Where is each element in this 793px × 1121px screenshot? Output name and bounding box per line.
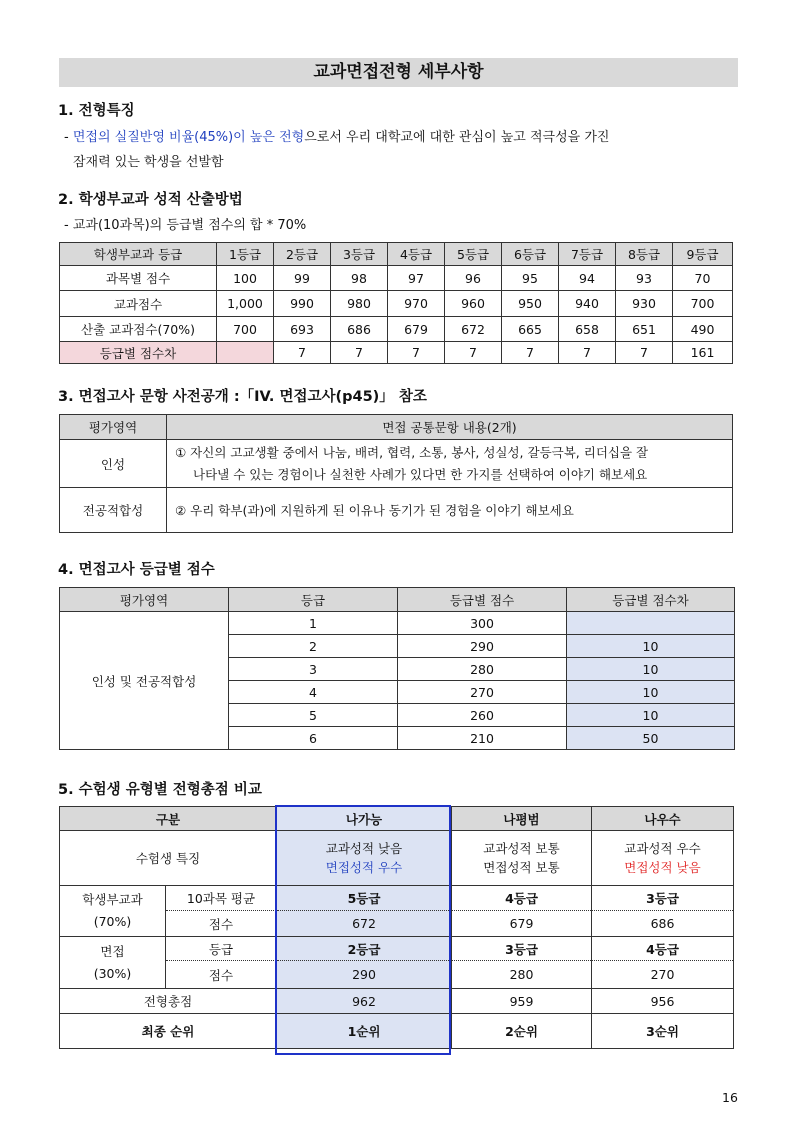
table-cell: 959 bbox=[452, 989, 592, 1014]
table-cell: 950 bbox=[502, 291, 559, 317]
table-cell bbox=[567, 612, 735, 635]
table-cell: 2등급 bbox=[277, 937, 452, 961]
header-cell: 1등급 bbox=[217, 243, 274, 266]
section-3-heading: 3. 면접고사 문항 사전공개 :「IV. 면접고사(p45)」 참조 bbox=[58, 389, 427, 405]
sub-label: 10과목 평균 bbox=[166, 886, 277, 911]
table-row bbox=[60, 488, 733, 533]
table-cell: 672 bbox=[445, 317, 502, 342]
row-label: 산출 교과점수(70%) bbox=[60, 317, 217, 342]
label-line: 면접 bbox=[100, 943, 125, 959]
table-cell: 1 bbox=[229, 612, 398, 635]
section-1-line-2: 잠재력 있는 학생을 선발함 bbox=[73, 155, 224, 170]
table-row bbox=[60, 937, 734, 961]
table-cell: 3순위 bbox=[592, 1014, 734, 1049]
table-cell: 10 bbox=[567, 681, 735, 704]
table-cell: 4등급 bbox=[592, 937, 734, 961]
table-row bbox=[60, 291, 733, 317]
header-cell: 4등급 bbox=[388, 243, 445, 266]
table-cell: 4등급 bbox=[452, 886, 592, 911]
row-label: 인성 bbox=[60, 440, 167, 488]
table-cell: 490 bbox=[673, 317, 733, 342]
table-cell: 95 bbox=[502, 266, 559, 291]
section-1-line-1 bbox=[64, 126, 609, 145]
highlighted-text: 면접의 실질반영 비율(45%)이 높은 전형 bbox=[72, 130, 305, 145]
header-cell: 8등급 bbox=[616, 243, 673, 266]
feature-cell bbox=[452, 831, 592, 886]
table-cell: 10 bbox=[567, 704, 735, 727]
header-cell: 3등급 bbox=[331, 243, 388, 266]
table-cell: 99 bbox=[274, 266, 331, 291]
row-label: 최종 순위 bbox=[60, 1014, 277, 1049]
row-label bbox=[60, 886, 166, 937]
table-cell: 280 bbox=[452, 961, 592, 989]
table-cell: 98 bbox=[331, 266, 388, 291]
label-line: (30%) bbox=[93, 965, 132, 981]
table-header-row bbox=[60, 588, 735, 612]
table-header-row bbox=[60, 415, 733, 440]
feature-line: 면접성적 우수 bbox=[325, 860, 403, 875]
section-2-description: - 교과(10과목)의 등급별 점수의 합 * 70% bbox=[64, 218, 307, 233]
sub-label: 점수 bbox=[166, 961, 277, 989]
table-cell: 100 bbox=[217, 266, 274, 291]
row-label: 전공적합성 bbox=[60, 488, 167, 533]
header-cell: 평가영역 bbox=[60, 415, 167, 440]
table-cell: 2순위 bbox=[452, 1014, 592, 1049]
header-cell: 9등급 bbox=[673, 243, 733, 266]
table-cell: 3 bbox=[229, 658, 398, 681]
table-cell: 50 bbox=[567, 727, 735, 750]
table-cell: 7 bbox=[445, 342, 502, 364]
header-cell: 6등급 bbox=[502, 243, 559, 266]
table-cell: 161 bbox=[673, 342, 733, 364]
table-cell: 96 bbox=[445, 266, 502, 291]
table-row bbox=[60, 317, 733, 342]
sub-label: 점수 bbox=[166, 911, 277, 937]
table-row bbox=[60, 886, 734, 911]
page-number: 16 bbox=[722, 1090, 738, 1105]
table-cell: 672 bbox=[277, 911, 452, 937]
header-cell: 평가영역 bbox=[60, 588, 229, 612]
table-cell: 270 bbox=[398, 681, 567, 704]
table-cell: 93 bbox=[616, 266, 673, 291]
label-line: (70%) bbox=[93, 914, 132, 929]
table-header-row bbox=[60, 243, 733, 266]
table-cell bbox=[217, 342, 274, 364]
table-cell: 940 bbox=[559, 291, 616, 317]
sub-label: 등급 bbox=[166, 937, 277, 961]
table-cell: 665 bbox=[502, 317, 559, 342]
table-cell: 700 bbox=[673, 291, 733, 317]
table-cell: 700 bbox=[217, 317, 274, 342]
table-cell: 7 bbox=[616, 342, 673, 364]
question-2-cell: ② 우리 학부(과)에 지원하게 된 이유나 동기가 된 경험을 이야기 해보세요 bbox=[167, 488, 733, 533]
row-label: 전형총점 bbox=[60, 989, 277, 1014]
table-cell: 270 bbox=[592, 961, 734, 989]
table-cell: 962 bbox=[277, 989, 452, 1014]
table-row bbox=[60, 612, 735, 635]
header-cell: 등급 bbox=[229, 588, 398, 612]
header-cell: 구분 bbox=[60, 807, 277, 831]
table-cell: 970 bbox=[388, 291, 445, 317]
feature-cell bbox=[277, 831, 452, 886]
interview-question-table bbox=[59, 414, 733, 533]
table-cell: 5등급 bbox=[277, 886, 452, 911]
table-cell: 980 bbox=[331, 291, 388, 317]
applicant-comparison-table bbox=[59, 806, 734, 1049]
section-1-heading: 1. 전형특징 bbox=[58, 103, 135, 119]
feature-line: 교과성적 보통 bbox=[483, 841, 560, 856]
label-line: 학생부교과 bbox=[82, 892, 143, 907]
table-cell: 2 bbox=[229, 635, 398, 658]
dash: - bbox=[64, 130, 69, 145]
table-row bbox=[60, 266, 733, 291]
table-cell: 693 bbox=[274, 317, 331, 342]
row-label bbox=[60, 937, 166, 989]
feature-cell bbox=[592, 831, 734, 886]
row-label: 과목별 점수 bbox=[60, 266, 217, 291]
feature-line: 교과성적 우수 bbox=[624, 841, 701, 856]
feature-line: 면접성적 보통 bbox=[483, 860, 560, 875]
table-cell: 210 bbox=[398, 727, 567, 750]
row-label: 등급별 점수차 bbox=[60, 342, 217, 364]
table-cell: 651 bbox=[616, 317, 673, 342]
table-cell: 960 bbox=[445, 291, 502, 317]
table-cell: 94 bbox=[559, 266, 616, 291]
table-cell: 956 bbox=[592, 989, 734, 1014]
table-cell: 7 bbox=[502, 342, 559, 364]
table-cell: 7 bbox=[559, 342, 616, 364]
table-row bbox=[60, 440, 733, 488]
header-cell: 나가능 bbox=[277, 807, 452, 831]
table-row bbox=[60, 1014, 734, 1049]
table-cell: 686 bbox=[331, 317, 388, 342]
question-1-line-1: ① 자신의 고교생활 중에서 나눔, 배려, 협력, 소통, 봉사, 성실성, 갈등극복, 리더십을 잘 bbox=[175, 444, 649, 460]
table-row bbox=[60, 342, 733, 364]
table-cell: 97 bbox=[388, 266, 445, 291]
grade-score-table bbox=[59, 242, 733, 364]
header-cell: 면접 공통문항 내용(2개) bbox=[167, 415, 733, 440]
table-row bbox=[60, 989, 734, 1014]
table-cell: 300 bbox=[398, 612, 567, 635]
area-label: 인성 및 전공적합성 bbox=[60, 612, 229, 750]
table-cell: 280 bbox=[398, 658, 567, 681]
question-1-line-2: 나타낼 수 있는 경험이나 실천한 사례가 있다면 한 가지를 선택하여 이야기 해보세요 bbox=[193, 466, 648, 482]
header-cell: 나우수 bbox=[592, 807, 734, 831]
table-cell: 930 bbox=[616, 291, 673, 317]
table-cell: 990 bbox=[274, 291, 331, 317]
table-cell: 4 bbox=[229, 681, 398, 704]
page-title: 교과면접전형 세부사항 bbox=[59, 58, 738, 87]
header-cell: 나평범 bbox=[452, 807, 592, 831]
question-cell bbox=[167, 440, 733, 488]
table-cell: 290 bbox=[277, 961, 452, 989]
section-4-heading: 4. 면접고사 등급별 점수 bbox=[58, 562, 215, 578]
header-cell: 등급별 점수 bbox=[398, 588, 567, 612]
table-cell: 679 bbox=[452, 911, 592, 937]
table-cell: 3등급 bbox=[452, 937, 592, 961]
feature-line: 면접성적 낮음 bbox=[624, 860, 701, 875]
table-cell: 7 bbox=[331, 342, 388, 364]
section-2-heading: 2. 학생부교과 성적 산출방법 bbox=[58, 192, 243, 208]
table-cell: 7 bbox=[388, 342, 445, 364]
feature-line: 교과성적 낮음 bbox=[325, 841, 403, 856]
table-cell: 6 bbox=[229, 727, 398, 750]
table-header-row bbox=[60, 807, 734, 831]
header-cell: 학생부교과 등급 bbox=[60, 243, 217, 266]
row-label: 교과점수 bbox=[60, 291, 217, 317]
section-5-heading: 5. 수험생 유형별 전형총점 비교 bbox=[58, 782, 262, 798]
row-label: 수험생 특징 bbox=[60, 831, 277, 886]
table-cell: 1,000 bbox=[217, 291, 274, 317]
header-cell: 5등급 bbox=[445, 243, 502, 266]
table-row bbox=[60, 831, 734, 886]
table-cell: 260 bbox=[398, 704, 567, 727]
header-cell: 7등급 bbox=[559, 243, 616, 266]
table-cell: 658 bbox=[559, 317, 616, 342]
table-cell: 3등급 bbox=[592, 886, 734, 911]
table-cell: 7 bbox=[274, 342, 331, 364]
table-cell: 1순위 bbox=[277, 1014, 452, 1049]
table-cell: 70 bbox=[673, 266, 733, 291]
table-cell: 290 bbox=[398, 635, 567, 658]
table-cell: 10 bbox=[567, 658, 735, 681]
section-1-text: 으로서 우리 대학교에 대한 관심이 높고 적극성을 가진 bbox=[304, 130, 610, 145]
table-cell: 5 bbox=[229, 704, 398, 727]
header-cell: 2등급 bbox=[274, 243, 331, 266]
table-cell: 10 bbox=[567, 635, 735, 658]
header-cell: 등급별 점수차 bbox=[567, 588, 735, 612]
interview-grade-table bbox=[59, 587, 735, 750]
table-cell: 686 bbox=[592, 911, 734, 937]
table-cell: 679 bbox=[388, 317, 445, 342]
